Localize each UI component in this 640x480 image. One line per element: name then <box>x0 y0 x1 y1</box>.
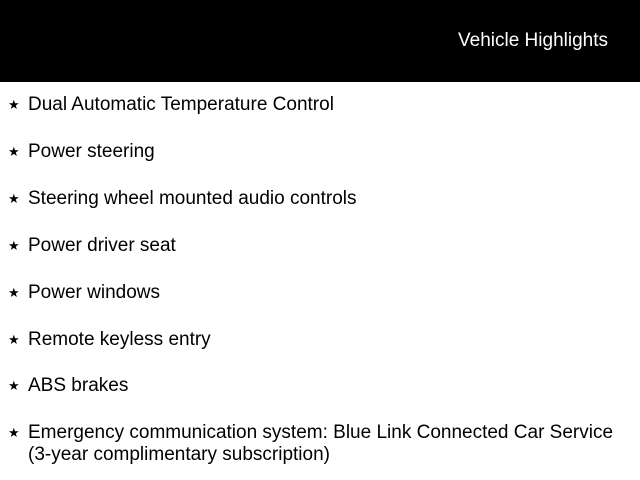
star-icon: ★ <box>8 285 20 300</box>
highlight-label: Power steering <box>28 141 155 162</box>
list-item <box>0 329 640 353</box>
header-bar <box>0 0 640 82</box>
highlight-label: Remote keyless entry <box>28 329 211 350</box>
star-icon: ★ <box>8 378 20 393</box>
star-icon: ★ <box>8 332 20 347</box>
star-icon: ★ <box>8 144 20 159</box>
star-icon: ★ <box>8 238 20 253</box>
highlight-label: Dual Automatic Temperature Control <box>28 94 334 115</box>
highlight-label: Power driver seat <box>28 235 176 256</box>
star-icon: ★ <box>8 425 20 440</box>
highlight-label: Power windows <box>28 282 160 303</box>
page-title: Vehicle Highlights <box>458 30 608 51</box>
list-item <box>0 422 640 470</box>
list-item <box>0 188 640 212</box>
list-item <box>0 94 640 118</box>
list-item <box>0 235 640 259</box>
star-icon: ★ <box>8 191 20 206</box>
list-item <box>0 375 640 399</box>
list-item <box>0 282 640 306</box>
highlight-label: ABS brakes <box>28 375 129 396</box>
list-item <box>0 141 640 165</box>
highlight-label: Emergency communication system: Blue Link Connected Car Service (3-year complimentary subscription) <box>28 422 614 465</box>
star-icon: ★ <box>8 97 20 112</box>
highlight-label: Steering wheel mounted audio controls <box>28 188 357 209</box>
